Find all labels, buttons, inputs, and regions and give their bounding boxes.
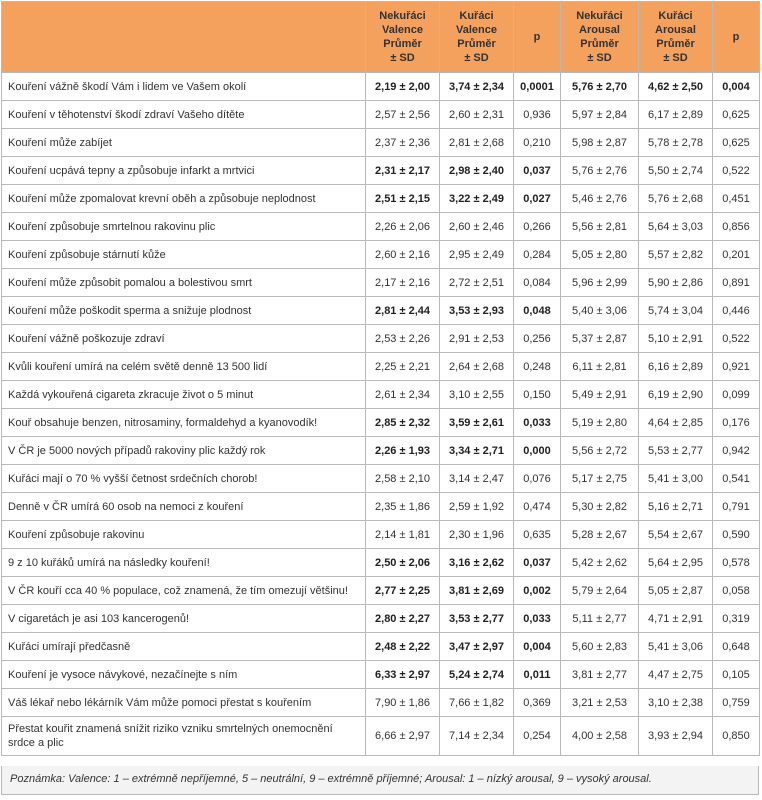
header-p-arousal: p bbox=[713, 2, 760, 73]
nonsmokers-valence-cell: 6,66 ± 2,97 bbox=[366, 717, 440, 756]
table-row bbox=[2, 325, 760, 353]
smokers-valence-cell: 3,16 ± 2,62 bbox=[440, 549, 514, 577]
smokers-valence-cell: 3,10 ± 2,55 bbox=[440, 381, 514, 409]
nonsmokers-valence-cell: 2,61 ± 2,34 bbox=[366, 381, 440, 409]
smokers-valence-cell: 7,14 ± 2,34 bbox=[440, 717, 514, 756]
statement-cell: V cigaretách je asi 103 kancerogenů! bbox=[2, 605, 366, 633]
p-arousal-cell: 0,004 bbox=[713, 73, 760, 101]
table-row bbox=[2, 605, 760, 633]
nonsmokers-valence-cell: 2,58 ± 2,10 bbox=[366, 465, 440, 493]
nonsmokers-arousal-cell: 5,05 ± 2,80 bbox=[561, 241, 639, 269]
nonsmokers-arousal-cell: 5,46 ± 2,76 bbox=[561, 185, 639, 213]
p-valence-cell: 0,210 bbox=[514, 129, 561, 157]
p-valence-cell: 0,256 bbox=[514, 325, 561, 353]
smokers-arousal-cell: 6,17 ± 2,89 bbox=[639, 101, 713, 129]
smokers-valence-cell: 3,74 ± 2,34 bbox=[440, 73, 514, 101]
statement-cell: Kouření způsobuje smrtelnou rakovinu plic bbox=[2, 213, 366, 241]
nonsmokers-arousal-cell: 5,96 ± 2,99 bbox=[561, 269, 639, 297]
p-arousal-cell: 0,856 bbox=[713, 213, 760, 241]
statement-cell: Kuřáci mají o 70 % vyšší četnost srdečních chorob! bbox=[2, 465, 366, 493]
statement-cell: Přestat kouřit znamená snížit riziko vzniku smrtelných onemocnění srdce a plic bbox=[2, 717, 366, 756]
statement-cell: V ČR je 5000 nových případů rakoviny plic každý rok bbox=[2, 437, 366, 465]
smokers-arousal-cell: 5,16 ± 2,71 bbox=[639, 493, 713, 521]
smokers-arousal-cell: 4,71 ± 2,91 bbox=[639, 605, 713, 633]
table-row bbox=[2, 689, 760, 717]
statement-cell: Kouření je vysoce návykové, nezačínejte s ním bbox=[2, 661, 366, 689]
table-row bbox=[2, 241, 760, 269]
table-row bbox=[2, 661, 760, 689]
nonsmokers-valence-cell: 2,26 ± 1,93 bbox=[366, 437, 440, 465]
nonsmokers-arousal-cell: 5,60 ± 2,83 bbox=[561, 633, 639, 661]
smokers-valence-cell: 3,53 ± 2,93 bbox=[440, 297, 514, 325]
smokers-valence-cell: 5,24 ± 2,74 bbox=[440, 661, 514, 689]
p-valence-cell: 0,635 bbox=[514, 521, 561, 549]
nonsmokers-arousal-cell: 3,21 ± 2,53 bbox=[561, 689, 639, 717]
smokers-arousal-cell: 5,64 ± 3,03 bbox=[639, 213, 713, 241]
table-row bbox=[2, 185, 760, 213]
p-valence-cell: 0,076 bbox=[514, 465, 561, 493]
nonsmokers-arousal-cell: 5,19 ± 2,80 bbox=[561, 409, 639, 437]
smokers-arousal-cell: 5,64 ± 2,95 bbox=[639, 549, 713, 577]
header-nonsmokers-valence: Nekuřáci Valence Průměr ± SD bbox=[366, 2, 440, 73]
results-table bbox=[1, 1, 760, 756]
header-cell-statement bbox=[2, 2, 366, 73]
nonsmokers-arousal-cell: 5,30 ± 2,82 bbox=[561, 493, 639, 521]
statement-cell: Kvůli kouření umírá na celém světě denně 13 500 lidí bbox=[2, 353, 366, 381]
nonsmokers-valence-cell: 2,26 ± 2,06 bbox=[366, 213, 440, 241]
nonsmokers-arousal-cell: 5,37 ± 2,87 bbox=[561, 325, 639, 353]
p-arousal-cell: 0,522 bbox=[713, 325, 760, 353]
smokers-valence-cell: 2,72 ± 2,51 bbox=[440, 269, 514, 297]
p-valence-cell: 0,027 bbox=[514, 185, 561, 213]
header-smokers-arousal: Kuřáci Arousal Průměr ± SD bbox=[639, 2, 713, 73]
table-row bbox=[2, 409, 760, 437]
smokers-arousal-cell: 4,62 ± 2,50 bbox=[639, 73, 713, 101]
p-valence-cell: 0,284 bbox=[514, 241, 561, 269]
smokers-valence-cell: 2,95 ± 2,49 bbox=[440, 241, 514, 269]
nonsmokers-valence-cell: 2,57 ± 2,56 bbox=[366, 101, 440, 129]
smokers-arousal-cell: 5,53 ± 2,77 bbox=[639, 437, 713, 465]
nonsmokers-valence-cell: 2,80 ± 2,27 bbox=[366, 605, 440, 633]
p-valence-cell: 0,004 bbox=[514, 633, 561, 661]
table-note: Poznámka: Valence: 1 – extrémně nepříjemné, 5 – neutrální, 9 – extrémně příjemné; Arousal: 1 – nízký arousal, 9 – vysoký arousal. bbox=[1, 766, 759, 795]
table-row bbox=[2, 269, 760, 297]
nonsmokers-arousal-cell: 5,56 ± 2,72 bbox=[561, 437, 639, 465]
nonsmokers-valence-cell: 2,17 ± 2,16 bbox=[366, 269, 440, 297]
nonsmokers-arousal-cell: 5,40 ± 3,06 bbox=[561, 297, 639, 325]
smokers-arousal-cell: 5,78 ± 2,78 bbox=[639, 129, 713, 157]
p-valence-cell: 0,266 bbox=[514, 213, 561, 241]
smokers-valence-cell: 3,14 ± 2,47 bbox=[440, 465, 514, 493]
p-valence-cell: 0,150 bbox=[514, 381, 561, 409]
p-arousal-cell: 0,648 bbox=[713, 633, 760, 661]
nonsmokers-valence-cell: 2,53 ± 2,26 bbox=[366, 325, 440, 353]
p-arousal-cell: 0,921 bbox=[713, 353, 760, 381]
table-body bbox=[2, 73, 760, 756]
p-valence-cell: 0,474 bbox=[514, 493, 561, 521]
smokers-valence-cell: 2,59 ± 1,92 bbox=[440, 493, 514, 521]
smokers-valence-cell: 2,60 ± 2,46 bbox=[440, 213, 514, 241]
smokers-valence-cell: 3,59 ± 2,61 bbox=[440, 409, 514, 437]
smokers-valence-cell: 7,66 ± 1,82 bbox=[440, 689, 514, 717]
nonsmokers-arousal-cell: 4,00 ± 2,58 bbox=[561, 717, 639, 756]
table-row bbox=[2, 577, 760, 605]
p-valence-cell: 0,002 bbox=[514, 577, 561, 605]
p-valence-cell: 0,084 bbox=[514, 269, 561, 297]
statement-cell: Kouření v těhotenství škodí zdraví Vašeho dítěte bbox=[2, 101, 366, 129]
p-arousal-cell: 0,201 bbox=[713, 241, 760, 269]
table-row bbox=[2, 381, 760, 409]
statement-cell: Kouř obsahuje benzen, nitrosaminy, formaldehyd a kyanovodík! bbox=[2, 409, 366, 437]
nonsmokers-valence-cell: 2,81 ± 2,44 bbox=[366, 297, 440, 325]
p-arousal-cell: 0,446 bbox=[713, 297, 760, 325]
p-arousal-cell: 0,759 bbox=[713, 689, 760, 717]
nonsmokers-valence-cell: 2,85 ± 2,32 bbox=[366, 409, 440, 437]
statement-cell: Kouření může způsobit pomalou a bolestivou smrt bbox=[2, 269, 366, 297]
table-row bbox=[2, 129, 760, 157]
nonsmokers-arousal-cell: 5,76 ± 2,76 bbox=[561, 157, 639, 185]
nonsmokers-valence-cell: 2,50 ± 2,06 bbox=[366, 549, 440, 577]
header-smokers-valence: Kuřáci Valence Průměr ± SD bbox=[440, 2, 514, 73]
nonsmokers-valence-cell: 2,77 ± 2,25 bbox=[366, 577, 440, 605]
nonsmokers-valence-cell: 2,19 ± 2,00 bbox=[366, 73, 440, 101]
p-arousal-cell: 0,578 bbox=[713, 549, 760, 577]
smokers-valence-cell: 3,53 ± 2,77 bbox=[440, 605, 514, 633]
nonsmokers-arousal-cell: 6,11 ± 2,81 bbox=[561, 353, 639, 381]
p-arousal-cell: 0,105 bbox=[713, 661, 760, 689]
smokers-valence-cell: 2,81 ± 2,68 bbox=[440, 129, 514, 157]
table-row bbox=[2, 73, 760, 101]
p-arousal-cell: 0,891 bbox=[713, 269, 760, 297]
p-arousal-cell: 0,451 bbox=[713, 185, 760, 213]
smokers-arousal-cell: 6,19 ± 2,90 bbox=[639, 381, 713, 409]
smokers-arousal-cell: 3,93 ± 2,94 bbox=[639, 717, 713, 756]
nonsmokers-valence-cell: 2,51 ± 2,15 bbox=[366, 185, 440, 213]
table-row bbox=[2, 437, 760, 465]
statement-cell: Kouření může zabíjet bbox=[2, 129, 366, 157]
statement-cell: Váš lékař nebo lékárník Vám může pomoci přestat s kouřením bbox=[2, 689, 366, 717]
p-valence-cell: 0,037 bbox=[514, 549, 561, 577]
nonsmokers-arousal-cell: 5,42 ± 2,62 bbox=[561, 549, 639, 577]
smokers-valence-cell: 2,30 ± 1,96 bbox=[440, 521, 514, 549]
smokers-arousal-cell: 5,05 ± 2,87 bbox=[639, 577, 713, 605]
nonsmokers-valence-cell: 2,60 ± 2,16 bbox=[366, 241, 440, 269]
table-row bbox=[2, 717, 760, 756]
statement-cell: Kouření může poškodit sperma a snižuje plodnost bbox=[2, 297, 366, 325]
smokers-arousal-cell: 5,76 ± 2,68 bbox=[639, 185, 713, 213]
statement-cell: Kouření může zpomalovat krevní oběh a způsobuje neplodnost bbox=[2, 185, 366, 213]
nonsmokers-valence-cell: 2,37 ± 2,36 bbox=[366, 129, 440, 157]
nonsmokers-valence-cell: 2,14 ± 1,81 bbox=[366, 521, 440, 549]
p-arousal-cell: 0,791 bbox=[713, 493, 760, 521]
nonsmokers-valence-cell: 2,35 ± 1,86 bbox=[366, 493, 440, 521]
nonsmokers-valence-cell: 7,90 ± 1,86 bbox=[366, 689, 440, 717]
p-arousal-cell: 0,058 bbox=[713, 577, 760, 605]
p-valence-cell: 0,037 bbox=[514, 157, 561, 185]
header-nonsmokers-arousal: Nekuřáci Arousal Průměr ± SD bbox=[561, 2, 639, 73]
table-header-row bbox=[2, 2, 760, 73]
p-valence-cell: 0,254 bbox=[514, 717, 561, 756]
smokers-arousal-cell: 5,90 ± 2,86 bbox=[639, 269, 713, 297]
smokers-valence-cell: 3,47 ± 2,97 bbox=[440, 633, 514, 661]
nonsmokers-arousal-cell: 5,56 ± 2,81 bbox=[561, 213, 639, 241]
statement-cell: Kouření ucpává tepny a způsobuje infarkt a mrtvici bbox=[2, 157, 366, 185]
p-valence-cell: 0,033 bbox=[514, 409, 561, 437]
smokers-valence-cell: 2,91 ± 2,53 bbox=[440, 325, 514, 353]
nonsmokers-arousal-cell: 3,81 ± 2,77 bbox=[561, 661, 639, 689]
p-valence-cell: 0,000 bbox=[514, 437, 561, 465]
nonsmokers-arousal-cell: 5,97 ± 2,84 bbox=[561, 101, 639, 129]
table-row bbox=[2, 157, 760, 185]
table-row bbox=[2, 101, 760, 129]
p-valence-cell: 0,936 bbox=[514, 101, 561, 129]
nonsmokers-arousal-cell: 5,11 ± 2,77 bbox=[561, 605, 639, 633]
p-valence-cell: 0,033 bbox=[514, 605, 561, 633]
smokers-arousal-cell: 5,41 ± 3,00 bbox=[639, 465, 713, 493]
statement-cell: V ČR kouří cca 40 % populace, což znamená, že tím omezují většinu! bbox=[2, 577, 366, 605]
nonsmokers-arousal-cell: 5,98 ± 2,87 bbox=[561, 129, 639, 157]
p-valence-cell: 0,011 bbox=[514, 661, 561, 689]
smokers-arousal-cell: 5,57 ± 2,82 bbox=[639, 241, 713, 269]
header-p-valence: p bbox=[514, 2, 561, 73]
p-arousal-cell: 0,176 bbox=[713, 409, 760, 437]
table-row bbox=[2, 297, 760, 325]
nonsmokers-arousal-cell: 5,17 ± 2,75 bbox=[561, 465, 639, 493]
statement-cell: Kuřáci umírají předčasně bbox=[2, 633, 366, 661]
table-row bbox=[2, 465, 760, 493]
smokers-arousal-cell: 3,10 ± 2,38 bbox=[639, 689, 713, 717]
table-row bbox=[2, 493, 760, 521]
statement-cell: Denně v ČR umírá 60 osob na nemoci z kouření bbox=[2, 493, 366, 521]
p-arousal-cell: 0,319 bbox=[713, 605, 760, 633]
nonsmokers-valence-cell: 2,48 ± 2,22 bbox=[366, 633, 440, 661]
p-valence-cell: 0,0001 bbox=[514, 73, 561, 101]
smokers-arousal-cell: 5,10 ± 2,91 bbox=[639, 325, 713, 353]
smokers-valence-cell: 3,34 ± 2,71 bbox=[440, 437, 514, 465]
smokers-arousal-cell: 5,74 ± 3,04 bbox=[639, 297, 713, 325]
smokers-valence-cell: 2,64 ± 2,68 bbox=[440, 353, 514, 381]
nonsmokers-valence-cell: 2,25 ± 2,21 bbox=[366, 353, 440, 381]
smokers-arousal-cell: 4,64 ± 2,85 bbox=[639, 409, 713, 437]
smokers-arousal-cell: 5,54 ± 2,67 bbox=[639, 521, 713, 549]
smokers-arousal-cell: 5,50 ± 2,74 bbox=[639, 157, 713, 185]
statement-cell: Každá vykouřená cigareta zkracuje život o 5 minut bbox=[2, 381, 366, 409]
statement-cell: Kouření vážně škodí Vám i lidem ve Vašem okolí bbox=[2, 73, 366, 101]
nonsmokers-valence-cell: 6,33 ± 2,97 bbox=[366, 661, 440, 689]
table-row bbox=[2, 213, 760, 241]
smokers-valence-cell: 3,22 ± 2,49 bbox=[440, 185, 514, 213]
table-row bbox=[2, 521, 760, 549]
p-arousal-cell: 0,942 bbox=[713, 437, 760, 465]
smokers-valence-cell: 2,98 ± 2,40 bbox=[440, 157, 514, 185]
nonsmokers-arousal-cell: 5,28 ± 2,67 bbox=[561, 521, 639, 549]
smokers-arousal-cell: 4,47 ± 2,75 bbox=[639, 661, 713, 689]
p-arousal-cell: 0,850 bbox=[713, 717, 760, 756]
table-row bbox=[2, 633, 760, 661]
smokers-valence-cell: 3,81 ± 2,69 bbox=[440, 577, 514, 605]
smokers-arousal-cell: 6,16 ± 2,89 bbox=[639, 353, 713, 381]
p-valence-cell: 0,369 bbox=[514, 689, 561, 717]
p-arousal-cell: 0,099 bbox=[713, 381, 760, 409]
nonsmokers-valence-cell: 2,31 ± 2,17 bbox=[366, 157, 440, 185]
p-arousal-cell: 0,522 bbox=[713, 157, 760, 185]
smokers-arousal-cell: 5,41 ± 3,06 bbox=[639, 633, 713, 661]
table-row bbox=[2, 549, 760, 577]
nonsmokers-arousal-cell: 5,76 ± 2,70 bbox=[561, 73, 639, 101]
p-valence-cell: 0,248 bbox=[514, 353, 561, 381]
nonsmokers-arousal-cell: 5,79 ± 2,64 bbox=[561, 577, 639, 605]
p-valence-cell: 0,048 bbox=[514, 297, 561, 325]
p-arousal-cell: 0,625 bbox=[713, 129, 760, 157]
p-arousal-cell: 0,590 bbox=[713, 521, 760, 549]
nonsmokers-arousal-cell: 5,49 ± 2,91 bbox=[561, 381, 639, 409]
statement-cell: Kouření způsobuje stárnutí kůže bbox=[2, 241, 366, 269]
statement-cell: Kouření vážně poškozuje zdraví bbox=[2, 325, 366, 353]
table-row bbox=[2, 353, 760, 381]
statement-cell: 9 z 10 kuřáků umírá na následky kouření! bbox=[2, 549, 366, 577]
smokers-valence-cell: 2,60 ± 2,31 bbox=[440, 101, 514, 129]
p-arousal-cell: 0,541 bbox=[713, 465, 760, 493]
statement-cell: Kouření způsobuje rakovinu bbox=[2, 521, 366, 549]
p-arousal-cell: 0,625 bbox=[713, 101, 760, 129]
